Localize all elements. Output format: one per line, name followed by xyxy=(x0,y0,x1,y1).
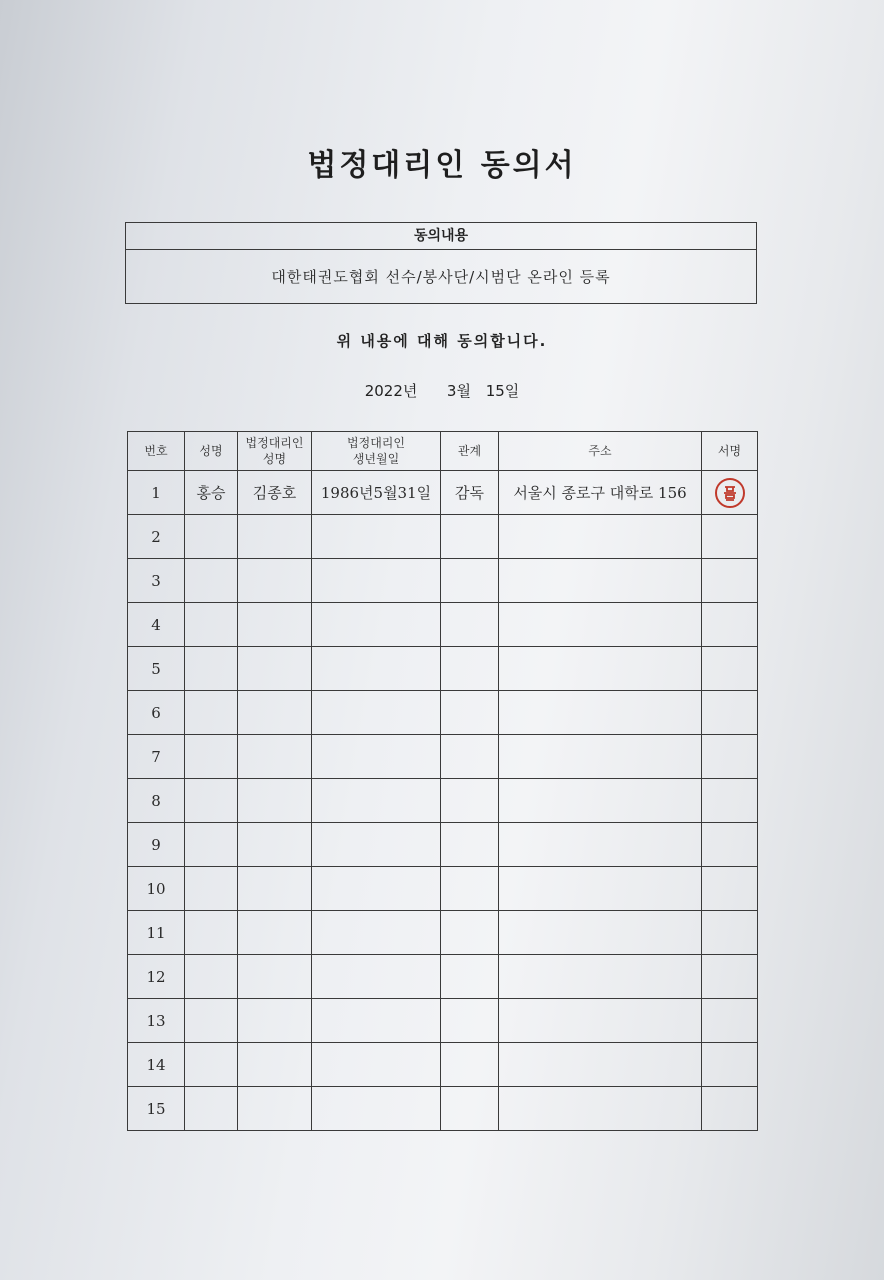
consent-roster-table xyxy=(127,431,758,1131)
table-row xyxy=(128,735,758,779)
signature-cell xyxy=(702,999,758,1043)
row-number-cell: 4 xyxy=(128,603,185,647)
guardian-name-cell: 김종호 xyxy=(238,471,312,515)
guardian-birth-cell xyxy=(312,1043,441,1087)
header-address: 주소 xyxy=(499,432,702,471)
row-number-cell: 1 xyxy=(128,471,185,515)
student-name-cell xyxy=(185,999,238,1043)
guardian-birth-cell xyxy=(312,735,441,779)
signature-cell xyxy=(702,823,758,867)
student-name-cell xyxy=(185,647,238,691)
row-number-cell: 2 xyxy=(128,515,185,559)
signature-cell xyxy=(702,559,758,603)
guardian-name-cell xyxy=(238,647,312,691)
signature-cell xyxy=(702,471,758,515)
student-name-cell xyxy=(185,559,238,603)
table-row xyxy=(128,471,758,515)
table-row xyxy=(128,1087,758,1131)
guardian-name-cell xyxy=(238,955,312,999)
address-cell xyxy=(499,515,702,559)
row-number-cell: 6 xyxy=(128,691,185,735)
table-body xyxy=(128,471,758,1131)
address-cell xyxy=(499,999,702,1043)
student-name-cell xyxy=(185,911,238,955)
table-row xyxy=(128,647,758,691)
guardian-name-cell xyxy=(238,1087,312,1131)
student-name-cell xyxy=(185,515,238,559)
relation-cell xyxy=(441,779,499,823)
header-signature: 서명 xyxy=(702,432,758,471)
student-name-cell xyxy=(185,603,238,647)
row-number-cell: 3 xyxy=(128,559,185,603)
relation-cell xyxy=(441,559,499,603)
header-guardian-name: 법정대리인 성명 xyxy=(238,432,312,471)
signature-cell xyxy=(702,779,758,823)
student-name-cell xyxy=(185,823,238,867)
relation-cell: 감독 xyxy=(441,471,499,515)
relation-cell xyxy=(441,515,499,559)
row-number-cell: 13 xyxy=(128,999,185,1043)
signature-cell xyxy=(702,1087,758,1131)
student-name-cell xyxy=(185,867,238,911)
guardian-birth-cell xyxy=(312,955,441,999)
guardian-name-cell xyxy=(238,559,312,603)
relation-cell xyxy=(441,1087,499,1131)
guardian-birth-cell xyxy=(312,603,441,647)
guardian-name-cell xyxy=(238,515,312,559)
guardian-birth-cell xyxy=(312,911,441,955)
seal-stamp-icon xyxy=(715,478,745,508)
table-row xyxy=(128,691,758,735)
guardian-birth-cell xyxy=(312,1087,441,1131)
signature-cell xyxy=(702,735,758,779)
signature-cell xyxy=(702,603,758,647)
relation-cell xyxy=(441,647,499,691)
address-cell xyxy=(499,559,702,603)
guardian-birth-cell xyxy=(312,559,441,603)
table-row xyxy=(128,955,758,999)
header-relation: 관계 xyxy=(441,432,499,471)
student-name-cell: 홍승 xyxy=(185,471,238,515)
guardian-birth-cell xyxy=(312,647,441,691)
relation-cell xyxy=(441,823,499,867)
table-row xyxy=(128,823,758,867)
relation-cell xyxy=(441,955,499,999)
consent-content: 대한태권도협회 선수/봉사단/시범단 온라인 등록 xyxy=(271,268,611,286)
table-row xyxy=(128,779,758,823)
table-row xyxy=(128,1043,758,1087)
guardian-name-cell xyxy=(238,603,312,647)
address-cell xyxy=(499,1043,702,1087)
address-cell xyxy=(499,779,702,823)
address-cell xyxy=(499,823,702,867)
guardian-birth-cell xyxy=(312,779,441,823)
student-name-cell xyxy=(185,691,238,735)
student-name-cell xyxy=(185,955,238,999)
table-header-row xyxy=(128,432,758,471)
guardian-birth-cell xyxy=(312,867,441,911)
signature-cell xyxy=(702,911,758,955)
guardian-name-cell xyxy=(238,735,312,779)
guardian-name-cell xyxy=(238,1043,312,1087)
table-row xyxy=(128,603,758,647)
consent-header: 동의내용 xyxy=(126,223,756,250)
header-guardian-birth: 법정대리인 생년월일 xyxy=(312,432,441,471)
guardian-name-cell xyxy=(238,779,312,823)
guardian-name-cell xyxy=(238,823,312,867)
student-name-cell xyxy=(185,1043,238,1087)
table-row xyxy=(128,867,758,911)
guardian-name-cell xyxy=(238,867,312,911)
student-name-cell xyxy=(185,735,238,779)
table-row xyxy=(128,999,758,1043)
signature-cell xyxy=(702,647,758,691)
row-number-cell: 5 xyxy=(128,647,185,691)
row-number-cell: 11 xyxy=(128,911,185,955)
relation-cell xyxy=(441,911,499,955)
relation-cell xyxy=(441,691,499,735)
document-title: 법정대리인 동의서 xyxy=(307,148,577,183)
guardian-birth-cell xyxy=(312,691,441,735)
header-no: 번호 xyxy=(128,432,185,471)
student-name-cell xyxy=(185,1087,238,1131)
guardian-birth-cell xyxy=(312,999,441,1043)
relation-cell xyxy=(441,867,499,911)
agree-statement: 위 내용에 대해 동의합니다. xyxy=(336,332,548,350)
address-cell xyxy=(499,955,702,999)
consent-box xyxy=(125,222,757,304)
address-cell xyxy=(499,603,702,647)
signature-cell xyxy=(702,691,758,735)
signature-cell xyxy=(702,955,758,999)
relation-cell xyxy=(441,735,499,779)
signature-cell xyxy=(702,867,758,911)
table-row xyxy=(128,911,758,955)
document-date: 2022년 3월 15일 xyxy=(364,382,520,400)
guardian-name-cell xyxy=(238,691,312,735)
guardian-birth-cell xyxy=(312,823,441,867)
row-number-cell: 9 xyxy=(128,823,185,867)
address-cell xyxy=(499,647,702,691)
table-row xyxy=(128,515,758,559)
row-number-cell: 8 xyxy=(128,779,185,823)
address-cell xyxy=(499,867,702,911)
signature-cell xyxy=(702,515,758,559)
row-number-cell: 15 xyxy=(128,1087,185,1131)
guardian-birth-cell: 1986년5월31일 xyxy=(312,471,441,515)
signature-cell xyxy=(702,1043,758,1087)
address-cell xyxy=(499,735,702,779)
header-name: 성명 xyxy=(185,432,238,471)
row-number-cell: 10 xyxy=(128,867,185,911)
row-number-cell: 14 xyxy=(128,1043,185,1087)
table-row xyxy=(128,559,758,603)
address-cell xyxy=(499,1087,702,1131)
address-cell: 서울시 종로구 대학로 156 xyxy=(499,471,702,515)
guardian-birth-cell xyxy=(312,515,441,559)
relation-cell xyxy=(441,1043,499,1087)
address-cell xyxy=(499,691,702,735)
guardian-name-cell xyxy=(238,911,312,955)
guardian-name-cell xyxy=(238,999,312,1043)
row-number-cell: 7 xyxy=(128,735,185,779)
relation-cell xyxy=(441,603,499,647)
row-number-cell: 12 xyxy=(128,955,185,999)
relation-cell xyxy=(441,999,499,1043)
student-name-cell xyxy=(185,779,238,823)
address-cell xyxy=(499,911,702,955)
